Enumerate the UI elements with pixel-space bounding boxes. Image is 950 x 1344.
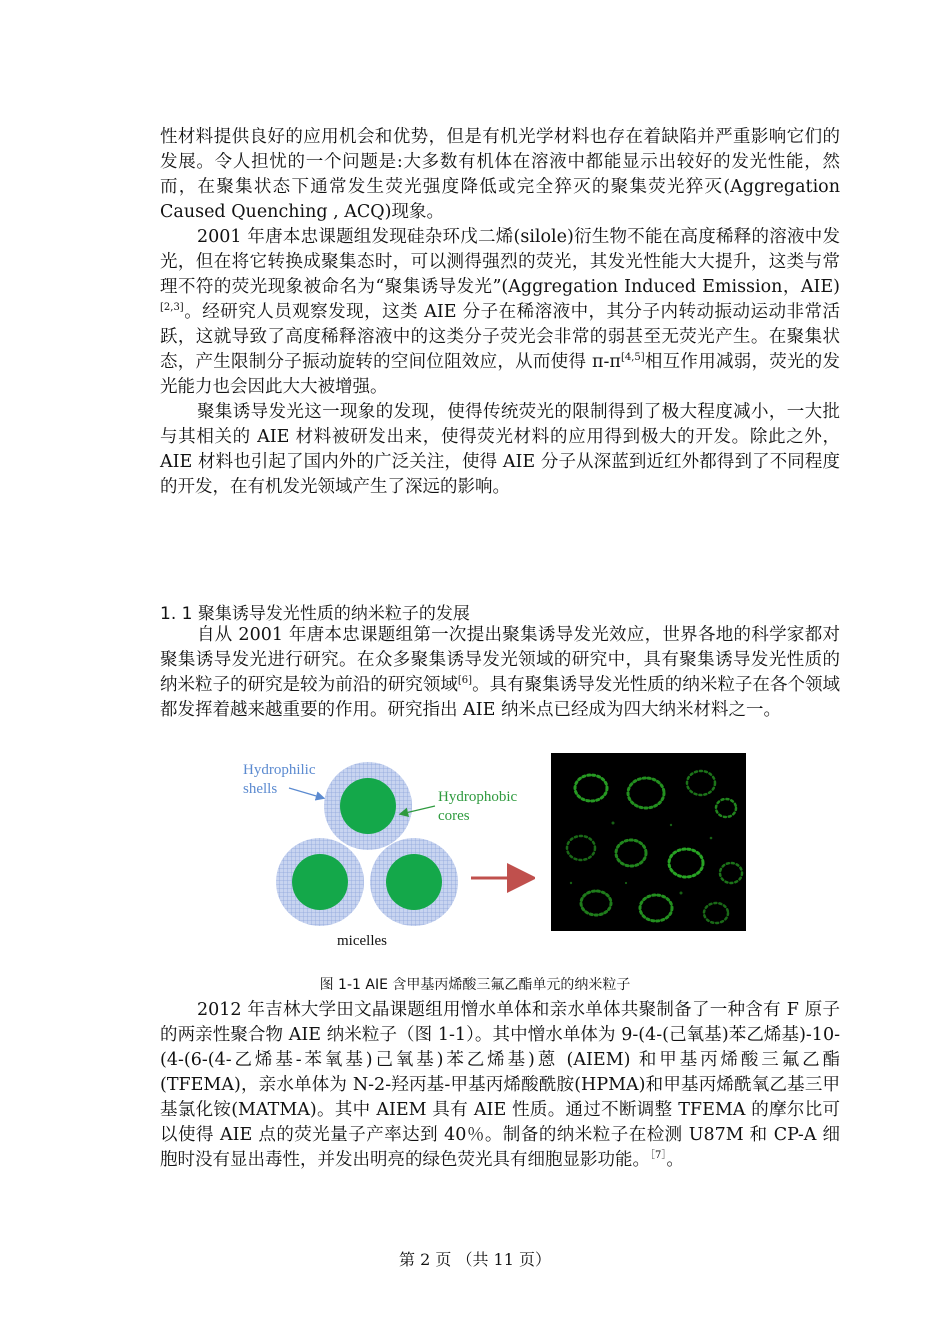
fluorescence-micrograph [551,753,746,931]
text-run: 。 [666,1150,684,1170]
citation: ［7］ [650,1150,667,1162]
bottom-text [160,998,840,1173]
citation: [2,3] [160,302,184,314]
core-top [340,778,396,834]
section-heading: 1. 1 聚集诱导发光性质的纳米粒子的发展 [160,604,470,624]
intro-text [160,125,840,500]
paragraph-jilin-study [160,998,840,1173]
text-run: 。具有聚集诱导发光性质的纳米粒子在各个领域都发挥着越来越重要的作用。研究指出 AIE 纳米点已经成为四大纳米材料之一。 [160,675,841,720]
text-run: 。经研究人员观察发现，这类 AIE 分子在稀溶液中，其分子内转动振动运动非常活跃，这就导致了高度稀释溶液中的这类分子荧光会非常的弱甚至无荧光产生。在聚集状态，产生限制分子振动旋转的空间位阻效应，从而使得 π-π [160,302,840,372]
text-run: 2001 年唐本忠课题组发现硅杂环戊二烯(silole)衍生物不能在高度稀释的溶液中发光，但在将它转换成聚集态时，可以测得强烈的荧光，其发光性能大大提升，这类与常理不符的荧光现象被命名为“聚集诱导发光”(Aggregation Induced Emission，AIE) [160,227,840,297]
label-cores: cores [438,808,470,824]
label-micelles: micelles [337,933,387,949]
section-text [160,623,840,723]
citation: [4,5] [620,352,645,364]
figure-caption: 图 1-1 AIE 含甲基丙烯酸三氟乙酯单元的纳米粒子 [319,977,631,993]
micelle-diagram [235,752,535,952]
label-hydrophilic: Hydrophilic [243,762,316,778]
text-run: 相互作用减弱，荧光的发光能力也会因此大大被增强。 [160,352,840,397]
label-hydrophobic: Hydrophobic [438,789,518,805]
core-left [292,854,348,910]
paragraph-nanoparticles [160,623,840,723]
citation: [6] [457,675,473,687]
shell-pointer [289,788,323,798]
label-shells: shells [243,781,278,797]
paragraph-aie-impact: 聚集诱导发光这一现象的发现，使得传统荧光的限制得到了极大程度减小，一大批与其相关的 AIE 材料被研发出来，使得荧光材料的应用得到极大的开发。除此之外，AIE 材料也引起了国内外的广泛关注，使得 AIE 分子从深蓝到近红外都得到了不同程度的开发，在有机发光领域产生了深远的影响。 [160,402,840,497]
core-right [386,854,442,910]
text-run: 2012 年吉林大学田文晶课题组用憎水单体和亲水单体共聚制备了一种含有 F 原子的两亲性聚合物 AIE 纳米粒子（图 1-1）。其中憎水单体为 9-(4-(己氧基)苯乙烯基)-10-(4-(6-(4-乙烯基-苯氧基)己氧基)苯乙烯基)蒽 (AIEM) 和甲基丙烯酸三氟乙酯(TFEMA)，亲水单体为 N-2-羟丙基-甲基丙烯酸酰胺(HPMA)和甲基丙烯酰氧乙基三甲基氯化铵(MATMA)。其中 AIEM 具有 AIE 性质。通过不断调整 TFEMA 的摩尔比可以使得 AIE 点的荧光量子产率达到 40％。制备的纳米粒子在检测 U87M 和 CP-A 细胞时没有显出毒性，并发出明亮的绿色荧光具有细胞显影功能。 [160,1000,840,1170]
text-run: 自从 2001 年唐本忠课题组第一次提出聚集诱导发光效应，世界各地的科学家都对聚集诱导发光进行研究。在众多聚集诱导发光领域的研究中，具有聚集诱导发光性质的纳米粒子的研究是较为前沿的研究领域 [160,625,840,695]
paragraph-aie-discovery [160,225,840,400]
paragraph-acq: 性材料提供良好的应用机会和优势，但是有机光学材料也存在着缺陷并严重影响它们的发展。令人担忧的一个问题是:大多数有机体在溶液中都能显示出较好的发光性能，然而，在聚集状态下通常发生荧光强度降低或完全猝灭的聚集荧光猝灭(Aggregation Caused Quenching , ACQ)现象。 [160,127,840,222]
page-footer: 第 2 页 （共 11 页） [399,1250,551,1269]
